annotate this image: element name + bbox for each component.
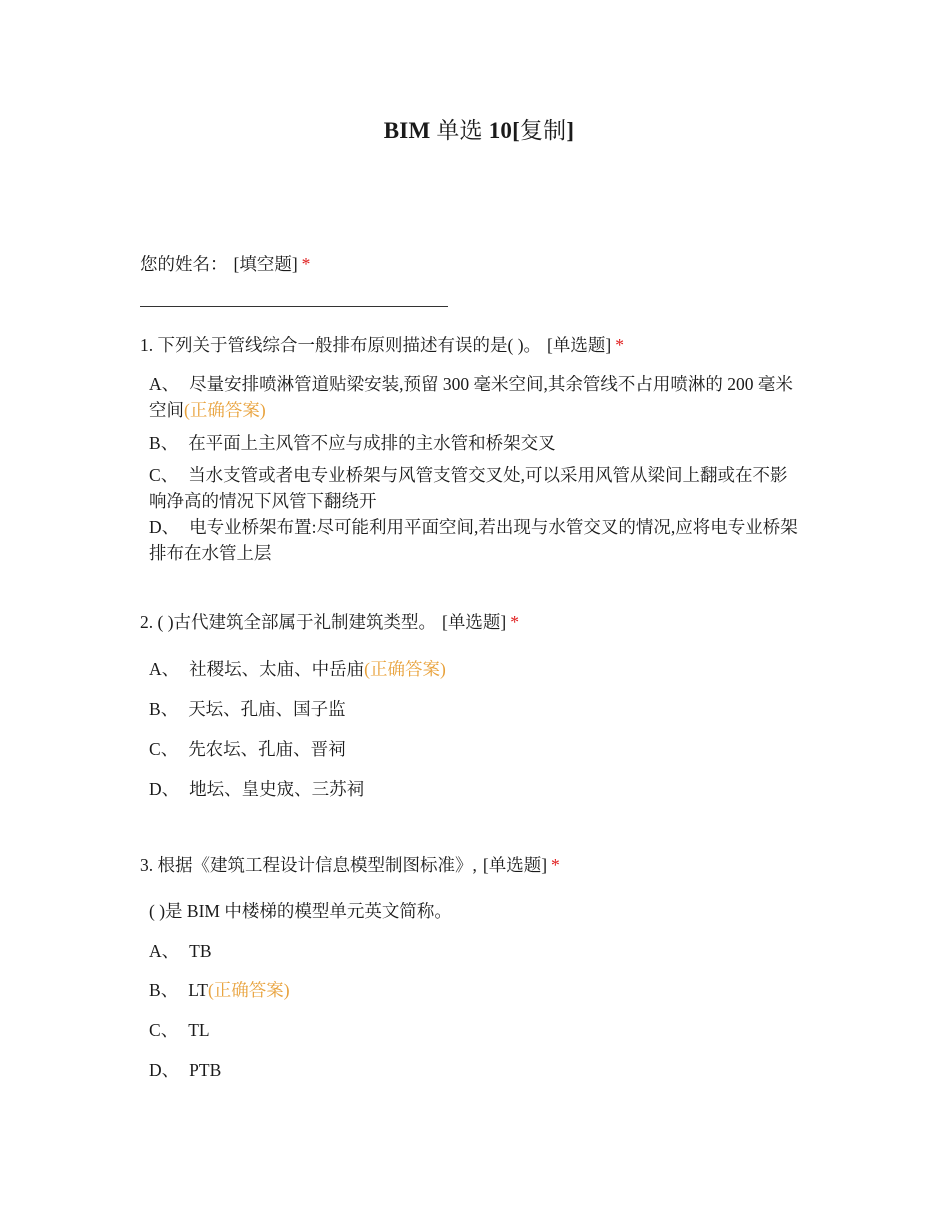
question-3-title [140, 852, 560, 878]
correct-answer-label: (正确答案) [364, 659, 446, 679]
question-2-option-d[interactable] [149, 776, 804, 802]
option-separator: 、 [161, 941, 180, 961]
option-separator: 、 [160, 739, 179, 759]
title-suffix: 复制 [519, 118, 567, 143]
required-mark: * [301, 254, 311, 274]
question-3-option-b[interactable] [149, 977, 804, 1003]
title-close: ] [566, 118, 575, 143]
option-letter: C [149, 739, 161, 759]
option-text: TL [188, 1020, 210, 1040]
option-letter: C [149, 1020, 161, 1040]
required-mark: * [615, 335, 624, 355]
option-letter: A [149, 374, 162, 394]
option-text: 当水支管或者电专业桥架与风管支管交叉处,可以采用风管从梁间上翻或在不影响净高的情况下风管下翻绕开 [149, 465, 788, 511]
question-3-option-a[interactable] [149, 938, 804, 964]
option-letter: D [149, 779, 162, 799]
title-number: 10[ [488, 118, 520, 143]
option-separator: 、 [161, 779, 180, 799]
option-text: LT [188, 980, 208, 1000]
correct-answer-label: (正确答案) [207, 980, 290, 1000]
option-letter: B [149, 699, 161, 719]
option-letter: C [149, 465, 161, 485]
option-letter: A [149, 941, 162, 961]
option-text: 社稷坛、太庙、中岳庙 [189, 659, 365, 679]
question-1-option-b[interactable] [149, 430, 804, 456]
option-text: 电专业桥架布置:尽可能利用平面空间,若出现与水管交叉的情况,应将电专业桥架排布在水管上层 [149, 517, 798, 563]
option-separator: 、 [161, 659, 180, 679]
required-mark: * [551, 855, 560, 875]
page-title [0, 112, 950, 145]
question-3-option-d[interactable] [149, 1057, 804, 1083]
option-letter: D [149, 517, 162, 537]
name-question-label: 您的姓名： [140, 254, 228, 274]
question-2-option-b[interactable] [149, 696, 804, 722]
question-1-title [140, 332, 624, 358]
option-text: 尽量安排喷淋管道贴梁安装,预留 300 毫米空间,其余管线不占用喷淋的 200 毫米空间 [149, 374, 793, 420]
question-1-option-d[interactable] [149, 514, 804, 566]
title-prefix: BIM [383, 118, 431, 143]
option-text: PTB [189, 1060, 222, 1080]
name-question [140, 251, 310, 277]
option-letter: B [149, 433, 161, 453]
option-separator: 、 [160, 699, 179, 719]
option-separator: 、 [161, 1060, 180, 1080]
question-1-option-c[interactable] [149, 462, 804, 514]
option-separator: 、 [160, 1020, 179, 1040]
correct-answer-label: (正确答案) [184, 400, 266, 420]
name-input-line[interactable] [140, 306, 448, 307]
option-letter: A [149, 659, 162, 679]
question-1-option-a[interactable] [149, 371, 804, 423]
question-3-option-c[interactable] [149, 1017, 804, 1043]
question-3-text: 3. 根据《建筑工程设计信息模型制图标准》, [140, 855, 477, 875]
question-3-stem: ( )是 BIM 中楼梯的模型单元英文简称。 [149, 901, 452, 921]
question-2-option-a[interactable] [149, 656, 804, 682]
option-separator: 、 [161, 374, 180, 394]
title-middle: 单选 [436, 118, 483, 143]
question-2-title [140, 609, 519, 635]
option-text: 天坛、孔庙、国子监 [188, 699, 346, 719]
question-2-tag: [单选题] [442, 612, 507, 632]
option-separator: 、 [160, 980, 179, 1000]
required-mark: * [510, 612, 519, 632]
question-1-text: 1. 下列关于管线综合一般排布原则描述有误的是( )。 [140, 335, 542, 355]
option-separator: 、 [160, 433, 179, 453]
option-separator: 、 [161, 517, 180, 537]
option-letter: B [149, 980, 161, 1000]
option-letter: D [149, 1060, 162, 1080]
option-text: 在平面上主风管不应与成排的主水管和桥架交叉 [188, 433, 556, 453]
name-question-tag: [填空题] [233, 254, 298, 274]
option-text: 先农坛、孔庙、晋祠 [188, 739, 346, 759]
option-separator: 、 [160, 465, 179, 485]
option-text: TB [189, 941, 212, 961]
option-text: 地坛、皇史宬、三苏祠 [189, 779, 365, 799]
question-2-text: 2. ( )古代建筑全部属于礼制建筑类型。 [140, 612, 437, 632]
question-2-option-c[interactable] [149, 736, 804, 762]
question-1-tag: [单选题] [547, 335, 612, 355]
question-3-tag: [单选题] [482, 855, 548, 875]
